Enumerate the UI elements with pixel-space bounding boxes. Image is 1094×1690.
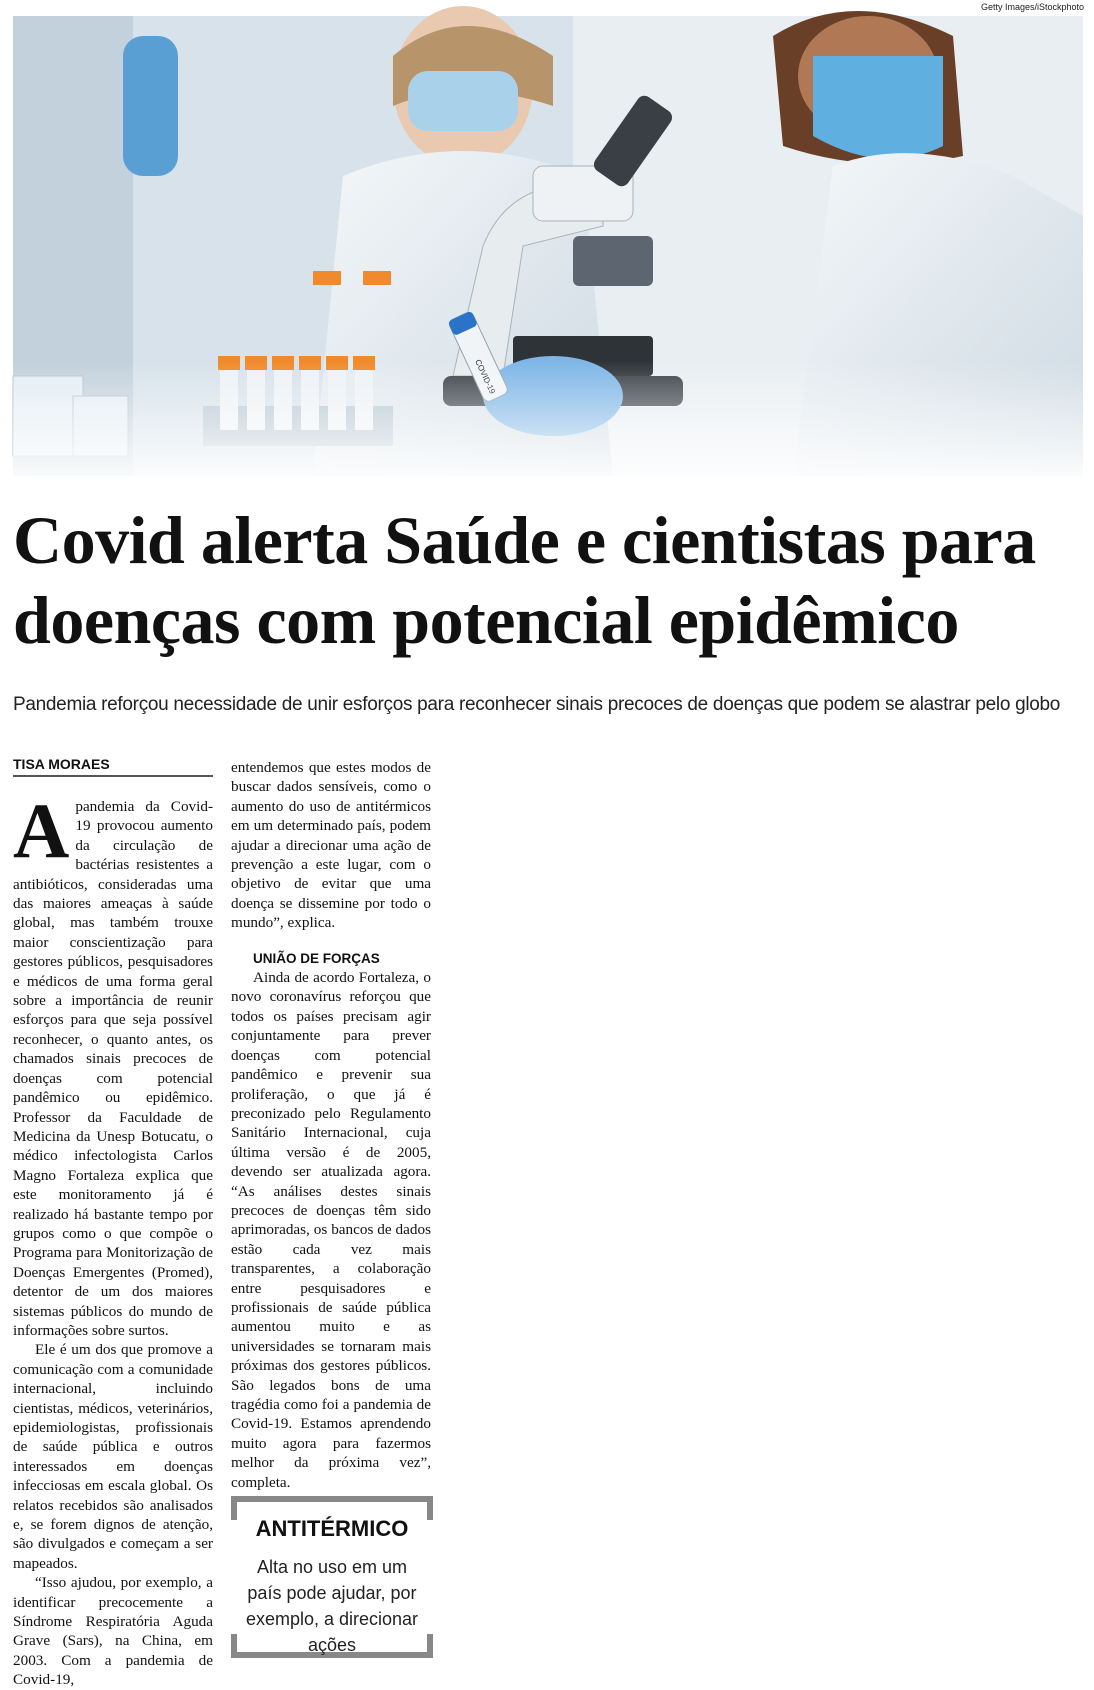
author-byline: TISA MORAES: [13, 756, 213, 777]
box-text: Alta no uso em um país pode ajudar, por exemplo, a direcionar ações: [245, 1557, 419, 1655]
paragraph-3: “Isso ajudou, por exemplo, a identificar precocemente a Síndrome Respiratória Aguda Grave (Sars), na China, em 2003. Com a pandemia de Covid-19,: [13, 1574, 213, 1689]
drop-cap: A: [13, 787, 70, 874]
box-title: ANTITÉRMICO: [255, 1516, 409, 1541]
lab-scene-illustration: [13, 16, 1083, 476]
headline-line-2: doenças com potencial epidêmico: [13, 582, 959, 658]
lab-photo: [13, 16, 1083, 476]
article-column-1: [13, 787, 213, 1689]
paragraph-4: entendemos que estes modos de buscar dados sensíveis, como o aumento do uso de antitérmicos em um determinado país, podem ajudar a direcionar uma ação de prevenção a este lugar, com o objetivo de evitar que uma doença se dissemine por todo o mundo”, explica.: [231, 759, 431, 932]
paragraph-1-text: pandemia da Covid-19 provocou aumento da circulação de bactérias resistentes a antibióticos, consideradas uma das maiores ameaças à saúde global, mas também trouxe maior conscientização para gestores públicos, pesquisadores e médicos de uma forma geral sobre a importância de reunir esforços para que seja possível reconhecer, o quanto antes, os chamados sinais precoces de doenças com potencial pandêmico ou epidêmico. Professor da Faculdade de Medicina da Unesp Botucatu, o médico infectologista Carlos Magno Fortaleza explica que este monitoramento já é realizado há bastante tempo por grupos como o que compõe o Programa para Monitorização de Doenças Emergentes (Promed), detentor de um dos maiores sistemas públicos do mundo de informações sobre surtos.: [13, 798, 213, 1339]
article-column-2: [231, 758, 431, 1492]
subheadline: Pandemia reforçou necessidade de unir esforços para reconhecer sinais precoces de doenças que podem se alastrar pelo globo: [13, 694, 1061, 715]
photo-credit: Getty Images/iStockphoto: [980, 2, 1084, 12]
box-top-border: [231, 1496, 433, 1502]
paragraph-5: Ainda de acordo Fortaleza, o novo coronavírus reforçou que todos os países precisam agir conjuntamente para prever doenças com potencial pandêmico e prevenir sua proliferação, o que já é preconizado pelo Regulamento Sanitário Internacional, cuja última versão é de 2005, devendo ser atualizada agora. “As análises destes sinais precoces de doenças têm sido aprimoradas, os bancos de dados estão cada vez mais transparentes, a colaboração entre pesquisadores e profissionais de saúde pública aumentou muito e as universidades se tornaram mais próximas dos gestores públicos. São legados bons de uma tragédia como foi a pandemia de Covid-19. Estamos aprendendo muito agora para fazermos melhor da próxima vez”, completa.: [231, 969, 431, 1491]
highlight-box: [231, 1496, 433, 1658]
paragraph-2: Ele é um dos que promove a comunicação com a comunidade internacional, incluindo cientistas, médicos, veterinários, epidemiologistas, profissionais de saúde pública e outros interessados em doenças infecciosas em escala global. Os relatos recebidos são analisados e, se forem dignos de atenção, são divulgados e começam a ser mapeados.: [13, 1341, 213, 1572]
headline: [13, 500, 1083, 660]
paragraph-1: [13, 787, 213, 1340]
headline-line-1: Covid alerta Saúde e cientistas para: [13, 502, 1036, 578]
section-heading: UNIÃO DE FORÇAS: [253, 950, 380, 966]
